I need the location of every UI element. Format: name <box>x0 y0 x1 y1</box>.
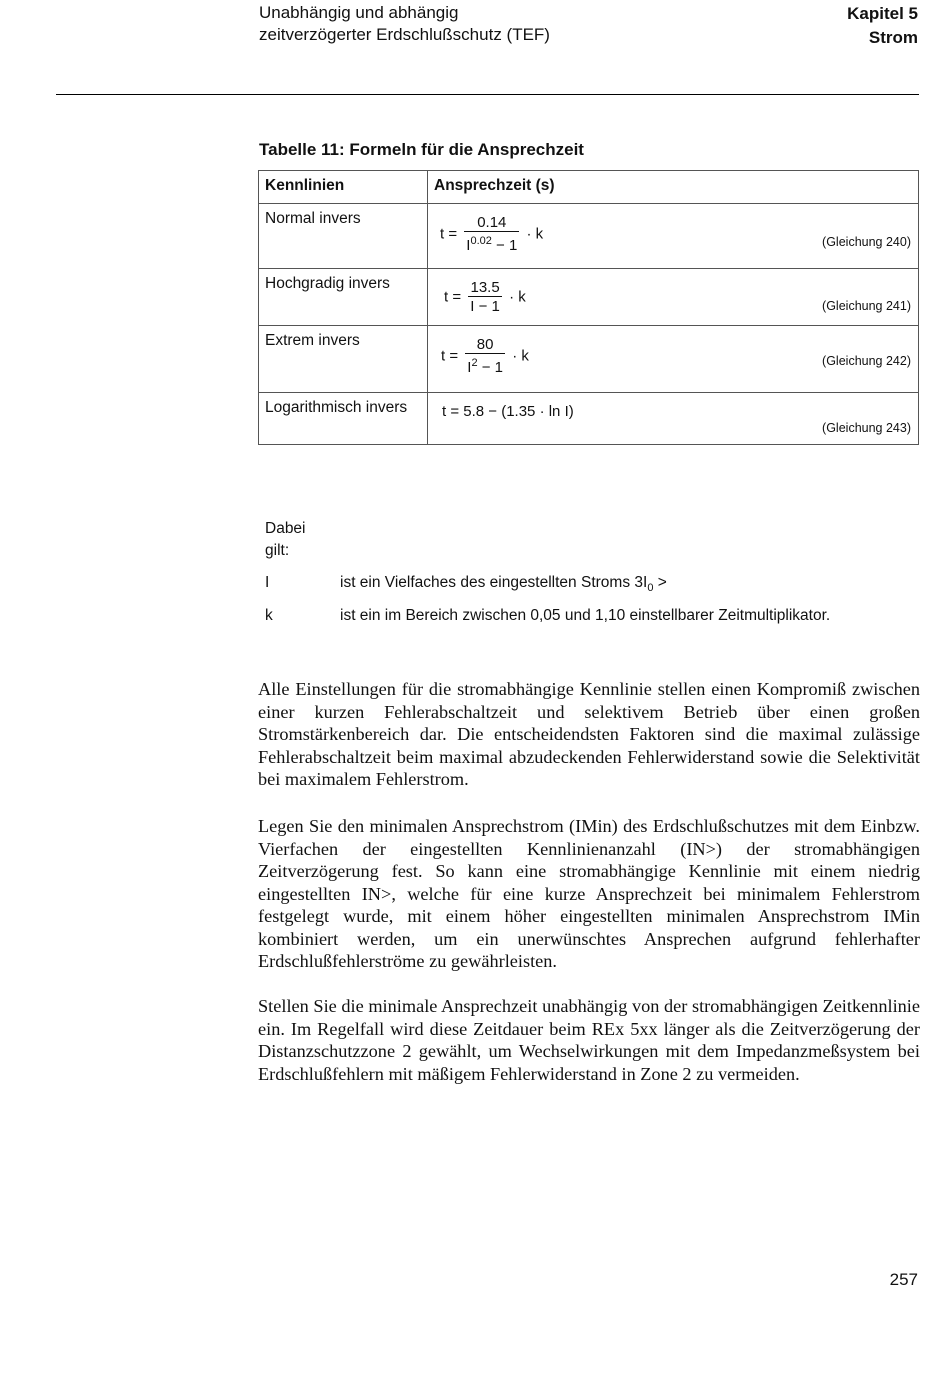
page-number: 257 <box>889 1270 918 1289</box>
running-header-right <box>847 2 918 50</box>
row-label: Normal invers <box>259 204 428 269</box>
formula-cell <box>428 204 919 269</box>
equation-number: (Gleichung 240) <box>822 235 911 249</box>
fraction: $\frac{80}{I^2 - 1}$ <box>467 336 504 376</box>
fraction: $\frac{0.14}{I^{0.02} - 1}$ <box>466 214 518 254</box>
formula-cell <box>428 269 919 326</box>
formula: t = $\frac{0.14}{I^{0.02} - 1}$ · k <box>440 214 544 254</box>
header-title-line1: Unabhängig und abhängig <box>259 3 459 22</box>
formula-table <box>258 170 919 445</box>
header-chapter: Kapitel 5 <box>847 4 918 23</box>
row-label: Logarithmisch invers <box>259 393 428 445</box>
definition-symbol: k <box>265 607 273 624</box>
table-row <box>259 269 919 326</box>
formula-cell <box>428 326 919 393</box>
header-title-line2: zeitverzögerter Erdschlußschutz (TEF) <box>259 25 550 44</box>
definition-text: ist ein Vielfaches des eingestellten Stroms $3I_0$ > <box>340 574 667 595</box>
col-header-ansprechzeit: Ansprechzeit (s) <box>428 171 919 204</box>
header-section: Strom <box>868 28 918 47</box>
equation-number: (Gleichung 243) <box>822 421 911 435</box>
definition-symbol: I <box>265 574 270 591</box>
formula: t = $\frac{13.5}{I - 1}$ · k <box>444 279 526 315</box>
table-row <box>259 393 919 445</box>
formula-cell <box>428 393 919 445</box>
table-row <box>259 326 919 393</box>
table-header-row <box>259 171 919 204</box>
formula: t = $\frac{80}{I^2 - 1}$ · k <box>441 336 529 376</box>
equation-number: (Gleichung 241) <box>822 299 911 313</box>
definitions-intro: Dabei gilt: <box>265 520 306 559</box>
table-row <box>259 204 919 269</box>
header-rule <box>56 94 919 95</box>
body-paragraph: Alle Einstellungen für die stromabhängige Kennlinie stellen einen Kompromiß zwischen einer kurzen Fehlerabschaltzeit und selektivem Betrieb über einen großen Stromstärkenbereich dar. Die entscheidendsten Faktoren sind die maximal zulässige Fehlerabschaltzeit beim maximal abzudeckenden Fehlerwiderstand sowie die Selektivität bei maximalem Fehlerstrom. <box>258 679 920 789</box>
formula: t = 5.8 − (1.35 · ln I) <box>442 403 574 420</box>
row-label: Hochgradig invers <box>259 269 428 326</box>
running-header-left <box>259 2 550 46</box>
equation-number: (Gleichung 242) <box>822 354 911 368</box>
table-caption: Tabelle 11: Formeln für die Ansprechzeit <box>259 140 584 159</box>
body-paragraph: Legen Sie den minimalen Ansprechstrom (IMin) des Erdschlußschutzes mit dem Einbzw. Vierfachen der eingestellten Kennlinienanzahl (IN>) der stromabhängigen Zeitverzögerung fest. So kann eine stromabhängige Kennlinie mit einem niedrig eingestellten IN>, welche für eine kurze Ansprechzeit bei minimalem Fehlerstrom festgelegt wurde, mit einem höher eingestellten minimalen Ansprechstrom IMin kombiniert werden, um ein unerwünschtes Ansprechen aufgrund fehlerhafter Erdschlußfehlerströme zu gewährleisten. <box>258 816 920 971</box>
col-header-kennlinien: Kennlinien <box>259 171 428 204</box>
definition-text: ist ein im Bereich zwischen 0,05 und 1,10 einstellbarer Zeitmultiplikator. <box>340 607 831 624</box>
row-label: Extrem invers <box>259 326 428 393</box>
fraction: $\frac{13.5}{I - 1}$ <box>470 279 500 315</box>
body-paragraph: Stellen Sie die minimale Ansprechzeit unabhängig von der stromabhängigen Zeitkennlinie ein. Im Regelfall wird diese Zeitdauer beim REx 5xx länger als die Zeitverzögerung der Distanzschutzzone 2 gewählt, um Wechselwirkungen mit dem Impedanzmeßsystem bei Erdschlußfehlern mit mäßigem Fehlerwiderstand in Zone 2 zu vermeiden. <box>258 996 920 1084</box>
